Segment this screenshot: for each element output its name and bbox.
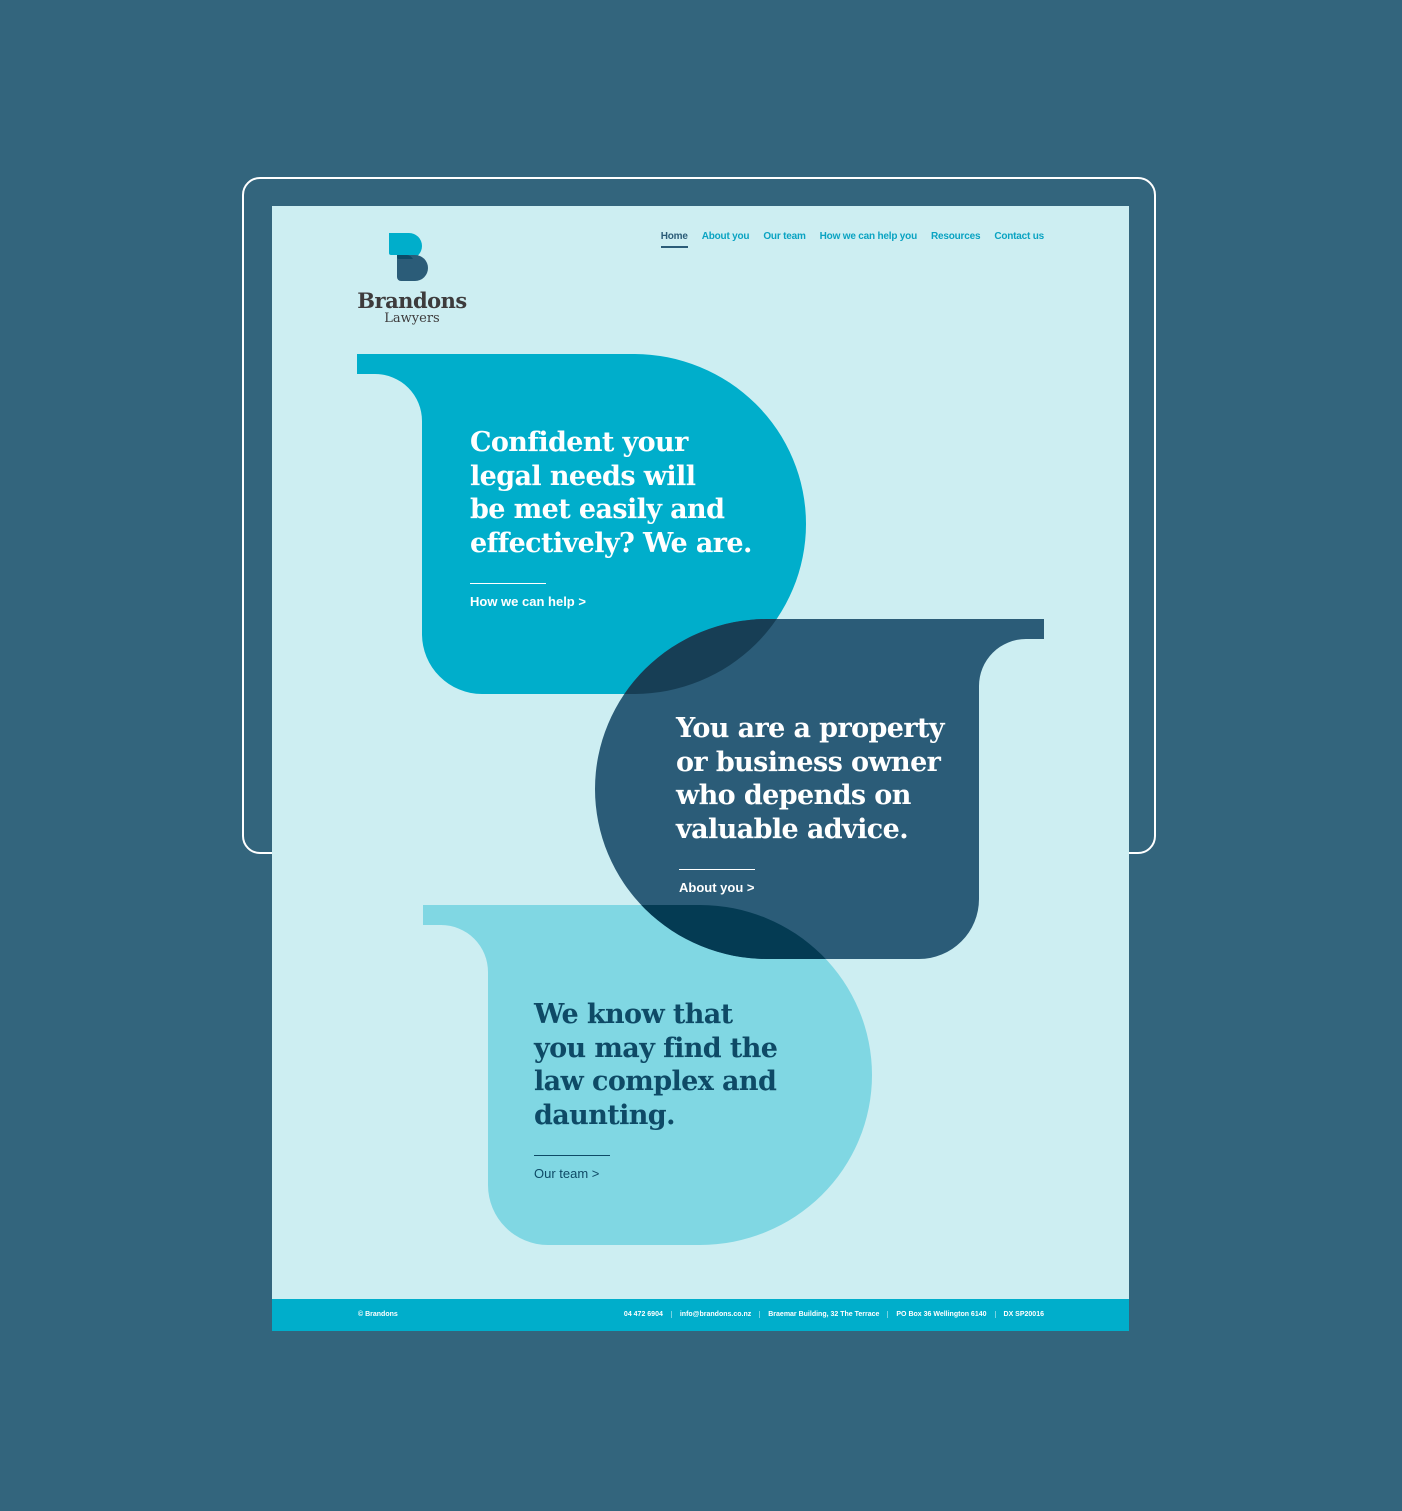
hero-block-about — [676, 712, 944, 897]
footer-dx: DX SP20016 — [995, 1311, 1044, 1318]
divider — [679, 869, 755, 870]
nav-resources[interactable]: Resources — [930, 231, 981, 242]
divider — [534, 1155, 610, 1156]
web-page — [272, 206, 1129, 1331]
nav-how-we-can-help[interactable]: How we can help you — [819, 231, 917, 242]
footer-address: Braemar Building, 32 The Terrace — [759, 1311, 887, 1318]
brand-name: Brandons — [357, 288, 467, 313]
hero-block-team — [534, 998, 777, 1183]
footer-phone[interactable]: 04 472 6904 — [623, 1311, 663, 1318]
footer-po-box: PO Box 36 Wellington 6140 — [887, 1311, 994, 1318]
nav-about-you[interactable]: About you — [701, 231, 750, 242]
nav-our-team[interactable]: Our team — [763, 231, 806, 242]
our-team-link[interactable]: Our team > — [534, 1166, 600, 1181]
hero-heading-about: You are a property or business owner who depends on valuable advice. — [676, 713, 944, 845]
footer-copyright: © Brandons — [358, 1311, 398, 1318]
nav-home[interactable]: Home — [661, 231, 688, 248]
hero-block-help — [470, 426, 752, 611]
footer-contacts — [616, 1311, 1044, 1318]
brand-subtitle: Lawyers — [384, 311, 440, 326]
divider — [470, 583, 546, 584]
nav-contact-us[interactable]: Contact us — [994, 231, 1044, 242]
footer-email[interactable]: info@brandons.co.nz — [671, 1311, 759, 1318]
hero-heading-help: Confident your legal needs will be met easily and effectively? We are. — [470, 427, 752, 559]
site-footer — [272, 1299, 1129, 1331]
hero-heading-team: We know that you may find the law complex and daunting. — [534, 999, 778, 1131]
about-you-link[interactable]: About you > — [679, 880, 755, 895]
how-we-can-help-link[interactable]: How we can help > — [470, 594, 586, 609]
